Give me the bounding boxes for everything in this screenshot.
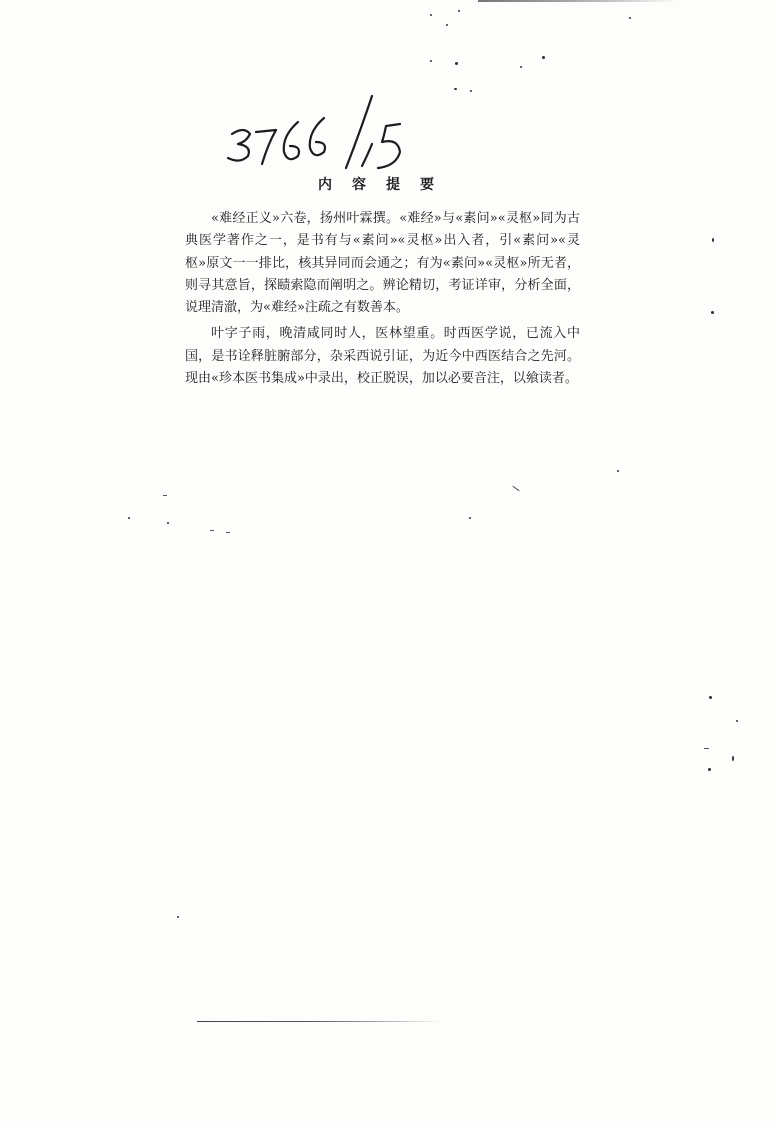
scan-speck — [446, 24, 448, 26]
scan-speck — [128, 517, 130, 519]
scan-speck — [709, 696, 712, 699]
scan-speck — [617, 470, 619, 472]
scan-speck — [167, 522, 169, 524]
handwritten-catalog-number — [222, 92, 422, 182]
scan-edge-mark — [478, 0, 678, 2]
section-heading: 内容提要 — [318, 177, 454, 193]
scan-edge-mark — [197, 1021, 442, 1022]
scan-dash — [226, 532, 230, 533]
scan-speck — [454, 88, 457, 90]
scan-dash — [163, 495, 167, 496]
scan-dash — [512, 486, 519, 491]
scan-speck — [458, 10, 460, 12]
scan-speck — [711, 311, 714, 314]
handwriting-drawing — [222, 92, 422, 182]
scan-speck — [708, 768, 711, 771]
scan-speck — [455, 62, 458, 65]
scan-speck — [712, 238, 714, 242]
scan-speck — [736, 720, 738, 722]
scan-speck — [430, 14, 432, 16]
summary-body — [185, 208, 580, 394]
scan-speck — [469, 517, 471, 519]
scan-speck — [470, 90, 472, 92]
scan-speck — [542, 56, 545, 59]
scan-speck — [430, 60, 432, 62]
paragraph: «难经正义»六卷，扬州叶霖撰。«难经»与«素问»«灵枢»同为古典医学著作之一，是书有与«素问»«灵枢»出入者，引«素问»«灵枢»原文一一排比，核其异同而会通之；有为«素问»«灵枢»所无者，则寻其意旨，探赜索隐而阐明之。辨论精切，考证详审，分析全面，说理清澈，为«难经»注疏之有数善本。 — [185, 211, 580, 316]
scan-speck — [629, 17, 631, 19]
scan-dash — [210, 530, 214, 531]
scan-speck — [520, 66, 522, 68]
paragraph: 叶字子雨，晚清咸同时人，医林望重。时西医学说，已流入中国，是书诠释脏腑部分，杂采西说引证，为近今中西医结合之先河。现由«珍本医书集成»中录出，校正脱误，加以必要音注，以飨读者。 — [185, 326, 580, 387]
scan-speck — [732, 756, 734, 761]
scan-speck — [177, 916, 179, 918]
scan-dash — [704, 748, 709, 749]
